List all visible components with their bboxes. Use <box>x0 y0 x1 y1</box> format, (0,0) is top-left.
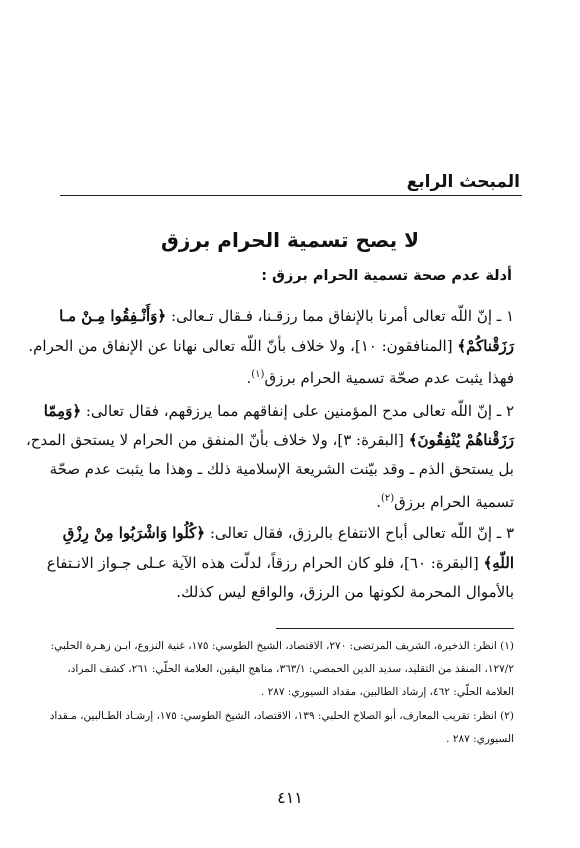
footnote-divider <box>276 628 514 629</box>
quran-verse: اللّهِ﴾ <box>483 554 514 572</box>
section-divider <box>60 195 522 196</box>
paragraph-3-line <box>78 582 514 602</box>
text-run: ٣ ـ إنّ اللّه تعالى أباح الانتفاع بالرزق، فقال تعالى: <box>205 524 514 542</box>
text-run: بالأموال المحرمة لكونها من الرزق، والواقع ليس كذلك. <box>176 583 514 601</box>
chapter-heading: لا يصح تسمية الحرام برزق <box>160 228 420 252</box>
text-run: [البقرة: ٣]، ولا خلاف بأنّ المنفق من الحرام لا يستحق المدح، <box>25 431 409 449</box>
text-run: فهذا يثبت عدم صحّة تسمية الحرام برزق <box>264 369 514 387</box>
text-run: . <box>246 369 252 387</box>
paragraph-2-line <box>78 489 514 512</box>
footnote-2-line: السيوري: ٢٨٧ . <box>446 733 514 745</box>
footnote-2-line: (٢) انظر: تقريب المعارف، أبو الصلاح الحلبي: ١٣٩، الاقتصاد، الشيخ الطوسي: ١٧٥، إرشـاد الطـالبين، مـقداد <box>49 710 514 722</box>
paragraph-2-line <box>25 430 514 450</box>
text-run: [المنافقون: ١٠]، ولا خلاف بأنّ اللّه تعالى نهانا عن الإنفاق من الحرام. <box>28 337 458 355</box>
text-run: بل يستحق الذم ـ وقد بيّنت الشريعة الإسلامية ذلك ـ وهذا ما يثبت عدم صحّة <box>49 460 514 478</box>
footnote-ref: (٢) <box>380 493 395 504</box>
footnote-ref: (١) <box>251 369 265 380</box>
paragraph-1-line <box>78 365 514 388</box>
footnote-1-line: (١) انظر: الذخيرة، الشريف المرتضى: ٢٧٠، الاقتصاد، الشيخ الطوسي: ١٧٥، غنية النزوع، ابـن زهـرة الحلبي: <box>50 640 514 652</box>
text-run: تسمية الحرام برزق <box>394 493 514 511</box>
text-run: [البقرة: ٦٠]، فلو كان الحرام رزقاً، لدلّت هذه الآية عـلى جـواز الانـتفاع <box>46 554 484 572</box>
quran-verse: رَزَقْناهُمْ يُنْفِقُونَ﴾ <box>408 431 514 449</box>
text-run: ٢ ـ إنّ اللّه تعالى مدح المؤمنين على إنفاقهم مما يرزقهم، فقال تعالى: <box>81 402 514 420</box>
footnote-1-line: ١٢٧/٢، المنقذ من التقليد، سديد الدين الحمصي: ٣٦٣/١، مناهج اليقين، العلامة الحلّي: ٢٦١، كشف المراد، <box>67 663 514 675</box>
paragraph-1-line <box>59 306 514 326</box>
paragraph-2-line <box>43 401 514 421</box>
quran-verse: ﴿وَمِمّا <box>43 402 82 420</box>
footnote-1-line: العلامة الحلّي: ٤٦٢، إرشاد الطالبين، مقداد السيوري: ٢٨٧ . <box>260 686 514 698</box>
page-number: ٤١١ <box>277 788 303 807</box>
text-run: . <box>376 493 381 511</box>
paragraph-2-line <box>49 459 514 479</box>
paragraph-3-line <box>46 553 514 573</box>
quran-verse: ﴿وَأَنْـفِقُوا مِـنْ مـا <box>59 307 167 325</box>
text-run: ١ ـ إنّ اللّه تعالى أمرنا بالإنفاق مما رزقـنا، فـقال تـعالى: <box>166 307 514 325</box>
quran-verse: ﴿كُلُوا وَاشْرَبُوا مِنْ رِزْقِ <box>62 524 206 542</box>
section-title: المبحث الرابع <box>406 172 520 192</box>
paragraph-1-line <box>28 336 514 356</box>
subheading: أدلة عدم صحة تسمية الحرام برزق : <box>261 268 512 284</box>
quran-verse: رَزَقْناكُمْ﴾ <box>457 337 514 355</box>
paragraph-3-line <box>62 523 514 543</box>
